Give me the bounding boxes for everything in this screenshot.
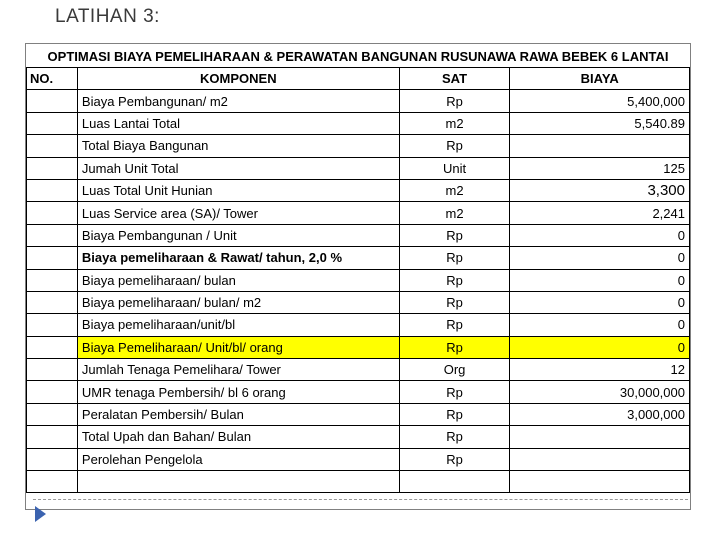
cell-komponen: Biaya Pembangunan/ m2 xyxy=(77,90,399,112)
cell-sat: Rp xyxy=(399,269,510,291)
cell-biaya: 30,000,000 xyxy=(510,381,690,403)
cell-biaya: 3,300 xyxy=(510,179,690,201)
cell-sat xyxy=(399,471,510,493)
cell-komponen: UMR tenaga Pembersih/ bl 6 orang xyxy=(77,381,399,403)
cell-sat: Rp xyxy=(399,291,510,313)
cost-table xyxy=(26,67,690,493)
table-header-row xyxy=(27,68,690,90)
cell-no xyxy=(27,336,78,358)
cell-biaya: 12 xyxy=(510,359,690,381)
cell-no xyxy=(27,224,78,246)
slide-divider xyxy=(33,499,688,500)
cell-sat: Rp xyxy=(399,90,510,112)
cell-komponen: Peralatan Pembersih/ Bulan xyxy=(77,403,399,425)
cell-biaya xyxy=(510,135,690,157)
cell-biaya xyxy=(510,426,690,448)
table-row xyxy=(27,336,690,358)
cell-no xyxy=(27,135,78,157)
cell-no xyxy=(27,90,78,112)
table-body xyxy=(27,90,690,493)
cell-sat: Rp xyxy=(399,247,510,269)
cell-sat: Unit xyxy=(399,157,510,179)
cell-komponen: Biaya pemeliharaan/ bulan xyxy=(77,269,399,291)
table-row xyxy=(27,202,690,224)
table-row xyxy=(27,359,690,381)
cell-no xyxy=(27,471,78,493)
table-row xyxy=(27,269,690,291)
cell-sat: m2 xyxy=(399,202,510,224)
cell-biaya: 5,540.89 xyxy=(510,112,690,134)
table-row xyxy=(27,247,690,269)
cell-no xyxy=(27,403,78,425)
cell-no xyxy=(27,359,78,381)
cell-komponen: Jumah Unit Total xyxy=(77,157,399,179)
cell-biaya: 0 xyxy=(510,224,690,246)
cell-sat: Rp xyxy=(399,336,510,358)
column-header-no: NO. xyxy=(27,68,78,90)
cell-komponen: Jumlah Tenaga Pemelihara/ Tower xyxy=(77,359,399,381)
table-row xyxy=(27,314,690,336)
cell-komponen: Luas Service area (SA)/ Tower xyxy=(77,202,399,224)
cell-biaya xyxy=(510,448,690,470)
cell-no xyxy=(27,157,78,179)
cell-komponen: Biaya pemeliharaan/ bulan/ m2 xyxy=(77,291,399,313)
play-arrow-icon[interactable] xyxy=(35,506,46,522)
cell-biaya: 0 xyxy=(510,269,690,291)
column-header-biaya: BIAYA xyxy=(510,68,690,90)
cell-biaya xyxy=(510,471,690,493)
cell-biaya: 2,241 xyxy=(510,202,690,224)
cell-no xyxy=(27,314,78,336)
cost-table-panel xyxy=(25,43,691,510)
table-row xyxy=(27,224,690,246)
cell-sat: Rp xyxy=(399,381,510,403)
cell-sat: Rp xyxy=(399,135,510,157)
cell-komponen: Biaya pemeliharaan & Rawat/ tahun, 2,0 % xyxy=(77,247,399,269)
cell-komponen: Luas Total Unit Hunian xyxy=(77,179,399,201)
table-row xyxy=(27,448,690,470)
table-row xyxy=(27,291,690,313)
cell-no xyxy=(27,448,78,470)
cell-no xyxy=(27,202,78,224)
cell-sat: Rp xyxy=(399,224,510,246)
table-row xyxy=(27,381,690,403)
cell-komponen: Biaya Pemeliharaan/ Unit/bl/ orang xyxy=(77,336,399,358)
cell-sat: Rp xyxy=(399,314,510,336)
cell-biaya: 5,400,000 xyxy=(510,90,690,112)
table-row xyxy=(27,135,690,157)
cell-komponen: Total Biaya Bangunan xyxy=(77,135,399,157)
column-header-komponen: KOMPONEN xyxy=(77,68,399,90)
cell-no xyxy=(27,179,78,201)
table-row xyxy=(27,112,690,134)
cell-no xyxy=(27,112,78,134)
table-row xyxy=(27,90,690,112)
cell-sat: m2 xyxy=(399,179,510,201)
cell-no xyxy=(27,291,78,313)
column-header-sat: SAT xyxy=(399,68,510,90)
cell-biaya: 0 xyxy=(510,314,690,336)
cell-sat: m2 xyxy=(399,112,510,134)
cell-sat: Rp xyxy=(399,448,510,470)
table-row xyxy=(27,471,690,493)
cell-komponen: Biaya pemeliharaan/unit/bl xyxy=(77,314,399,336)
cell-sat: Rp xyxy=(399,403,510,425)
cell-no xyxy=(27,269,78,291)
cell-no xyxy=(27,381,78,403)
cell-no xyxy=(27,426,78,448)
cell-komponen: Perolehan Pengelola xyxy=(77,448,399,470)
cell-no xyxy=(27,247,78,269)
cell-komponen: Luas Lantai Total xyxy=(77,112,399,134)
cell-komponen: Biaya Pembangunan / Unit xyxy=(77,224,399,246)
cell-biaya: 0 xyxy=(510,291,690,313)
slide-title: LATIHAN 3: xyxy=(55,6,160,27)
table-row xyxy=(27,179,690,201)
cell-komponen xyxy=(77,471,399,493)
cell-sat: Rp xyxy=(399,426,510,448)
cell-sat: Org xyxy=(399,359,510,381)
table-row xyxy=(27,426,690,448)
cell-biaya: 0 xyxy=(510,336,690,358)
cell-biaya: 125 xyxy=(510,157,690,179)
cell-biaya: 3,000,000 xyxy=(510,403,690,425)
cell-komponen: Total Upah dan Bahan/ Bulan xyxy=(77,426,399,448)
cell-biaya: 0 xyxy=(510,247,690,269)
table-row xyxy=(27,403,690,425)
table-heading: OPTIMASI BIAYA PEMELIHARAAN & PERAWATAN BANGUNAN RUSUNAWA RAWA BEBEK 6 LANTAI xyxy=(47,49,669,64)
table-row xyxy=(27,157,690,179)
